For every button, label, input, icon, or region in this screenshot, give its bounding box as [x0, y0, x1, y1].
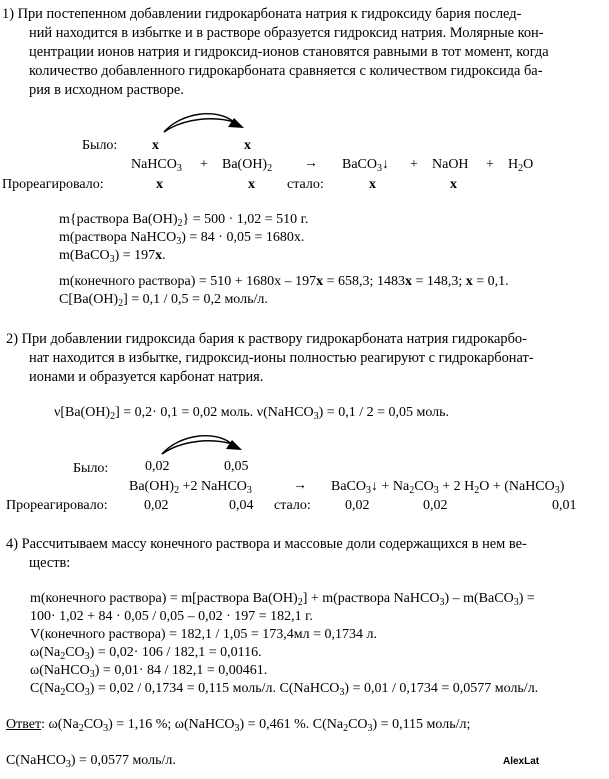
s4-line-2: ществ:: [29, 555, 71, 571]
sub: 2: [409, 485, 415, 496]
sub: 3: [367, 723, 373, 734]
text: ) – m(BaCO: [444, 591, 514, 606]
moles-line: [54, 404, 449, 421]
text: ) = 197: [114, 248, 156, 263]
calc-line-1: [59, 211, 308, 228]
product-text: O: [523, 157, 534, 172]
text: ω(NaHCO: [30, 663, 90, 678]
reagent-baoh2: [222, 156, 272, 173]
text: = 658,3; 1483: [323, 274, 405, 289]
product-baco3: [342, 156, 389, 173]
sub: 2: [474, 485, 480, 496]
text: C(NaHCO: [6, 753, 66, 768]
bylo-label: Было:: [82, 138, 118, 153]
sub: 2: [297, 597, 303, 608]
sub: 3: [109, 254, 115, 265]
bylo-value-2: 0,05: [224, 459, 249, 474]
text: ω(Na: [30, 645, 61, 660]
product-text: O + (NaHCO: [479, 479, 555, 494]
text: = 0,1.: [472, 274, 509, 289]
plus-sign: +: [200, 157, 208, 172]
text: C[Ba(OH): [59, 292, 119, 307]
text: ) = 0,0577 моль/л.: [70, 753, 176, 768]
reaction-reagents-2: [129, 478, 252, 495]
product-text: BaCO: [331, 479, 366, 494]
answer-line-1: [6, 716, 470, 733]
s1-line-2: ний находится в избытке и в растворе образуется гидроксид натрия. Молярные кон-: [29, 25, 544, 41]
sub: 3: [246, 485, 252, 496]
stalo-x-2: x: [450, 177, 457, 192]
s1-line-5: рия в исходном растворе.: [29, 82, 184, 98]
sub: 2: [174, 485, 180, 496]
text: ) = 0,02 / 0,1734 = 0,115 моль/л. C(NaHCO: [89, 681, 340, 696]
sub: 3: [377, 163, 382, 174]
stalo-label: стало:: [274, 498, 311, 513]
sub: 3: [366, 485, 371, 496]
product-naoh: NaOH: [432, 157, 469, 172]
sub: 3: [84, 687, 90, 698]
plus-sign: +: [486, 157, 494, 172]
text: m(конечного раствора) = m[раствора Ba(OH): [30, 591, 298, 606]
stalo-x-1: x: [369, 177, 376, 192]
stalo-value-2: 0,02: [423, 498, 448, 513]
reaction-equation-1: [131, 156, 182, 173]
sub: 3: [84, 651, 90, 662]
text: CO: [348, 717, 368, 732]
text: m{раствора Ba(OH): [59, 212, 178, 227]
sub: 3: [176, 163, 182, 174]
reagent-text: Ba(OH): [129, 479, 175, 494]
answer-label: Ответ: [6, 717, 42, 732]
text: CO: [83, 717, 104, 732]
s2-line-2: нат находится в избытке, гидроксид-ионы полностью реагируют с гидрокарбонат-: [29, 350, 534, 366]
text: ] = 0,2· 0,1 = 0,02 моль. ν(NaHCO: [115, 405, 314, 420]
reacted-value-1: 0,02: [144, 498, 169, 513]
reagent-text: Ba(OH): [222, 157, 268, 172]
stalo-label: стало:: [287, 177, 324, 192]
curved-arrow-icon: [162, 110, 252, 136]
text: ν[Ba(OH): [54, 405, 111, 420]
text: ] + m(раствора NaHCO: [302, 591, 440, 606]
sub: 2: [110, 411, 116, 422]
bold-x: x: [155, 248, 163, 263]
text: ) = 0,115 моль/л;: [372, 717, 471, 732]
sub: 2: [518, 163, 524, 174]
sub: 2: [267, 163, 273, 174]
reacted-label: Прореагировало:: [6, 498, 108, 513]
reaction-products-2: [331, 478, 564, 495]
calc-line-2: [59, 229, 304, 246]
product-text: ↓ + Na: [371, 479, 410, 494]
calc-line-4: [59, 273, 509, 290]
text: CO: [65, 645, 85, 660]
author-signature: AlexLat: [503, 756, 540, 767]
reacted-x-2: x: [248, 177, 255, 192]
reaction-arrow-icon: →: [293, 478, 307, 493]
text: C(Na: [30, 681, 61, 696]
calc-line-3: [59, 247, 166, 264]
sub: 2: [60, 651, 66, 662]
text: ] = 0,1 / 0,5 = 0,2 моль/л.: [123, 292, 268, 307]
bold-x: x: [316, 274, 324, 289]
sub: 3: [433, 485, 439, 496]
bold-x: x: [404, 274, 412, 289]
s1-line-3: центрации ионов натрия и гидроксид-ионов становятся равными в тот момент, когда: [29, 44, 549, 60]
reaction-arrow-icon: →: [304, 156, 318, 171]
stalo-value-1: 0,02: [345, 498, 370, 513]
bylo-label: Было:: [73, 461, 109, 476]
precipitate-arrow-icon: ↓: [382, 157, 389, 172]
bylo-x-2: x: [244, 138, 251, 153]
reacted-value-2: 0,04: [229, 498, 254, 513]
calc-line-5: [59, 291, 268, 308]
calc4-line-4: [30, 644, 262, 661]
product-text: CO: [414, 479, 434, 494]
reacted-label: Прореагировало:: [2, 177, 104, 192]
text: ) = 0,01 / 0,1734 = 0,0577 моль/л.: [344, 681, 539, 696]
calc4-line-2: 100· 1,02 + 84 · 0,05 / 0,05 – 0,02 · 197 = 182,1 г.: [30, 609, 313, 624]
answer-line-2: [6, 752, 176, 769]
sub: 2: [343, 723, 349, 734]
s2-line-1: 2) При добавлении гидроксида бария к раствору гидрокарбоната натрия гидрокарбо-: [6, 331, 527, 347]
calc4-line-1: [30, 590, 535, 607]
text: ) = 1,16 %; ω(NaHCO: [108, 717, 235, 732]
sub: 3: [103, 723, 109, 734]
calc4-line-6: [30, 680, 538, 697]
sub: 3: [65, 759, 71, 770]
s2-line-3: ионами и образуется карбонат натрия.: [29, 369, 264, 385]
sub: 3: [234, 723, 240, 734]
sub: 3: [513, 597, 519, 608]
reagent-nahco3: NaHCO: [131, 157, 177, 172]
stalo-value-3: 0,01: [552, 498, 577, 513]
sub: 3: [313, 411, 319, 422]
sub: 2: [177, 218, 183, 229]
text: ) = 84 · 0,05 = 1680x.: [181, 230, 305, 245]
curved-arrow-icon: [160, 432, 250, 458]
product-h2o: [508, 156, 533, 173]
s1-line-4: количество добавленного гидрокарбоната сравняется с количеством гидроксида ба-: [29, 63, 543, 79]
bold-x: x: [465, 274, 473, 289]
sub: 3: [339, 687, 345, 698]
text: ) = 0,461 %. C(Na: [239, 717, 344, 732]
product-text: BaCO: [342, 157, 377, 172]
reagent-text: +2 NaHCO: [179, 479, 247, 494]
calc4-line-3: V(конечного раствора) = 182,1 / 1,05 = 173,4мл = 0,1734 л.: [30, 627, 377, 642]
text: CO: [65, 681, 85, 696]
s1-line-1: 1) При постепенном добавлении гидрокарбоната натрия к гидроксиду бария послед-: [2, 6, 522, 22]
sub: 3: [554, 485, 560, 496]
sub: 3: [176, 236, 182, 247]
sub: 2: [118, 298, 124, 309]
product-text: ): [559, 479, 565, 494]
text: ) = 0,02· 106 / 182,1 = 0,0116.: [89, 645, 262, 660]
product-text: + 2 H: [438, 479, 475, 494]
text: = 148,3;: [411, 274, 466, 289]
text: ) = 0,01· 84 / 182,1 = 0,00461.: [94, 663, 268, 678]
sub: 2: [60, 687, 66, 698]
text: : ω(Na: [41, 717, 79, 732]
plus-sign: +: [410, 157, 418, 172]
sub: 2: [78, 723, 84, 734]
text: m(раствора NaHCO: [59, 230, 177, 245]
bylo-x-1: x: [152, 138, 159, 153]
product-text: H: [508, 157, 519, 172]
calc4-line-5: [30, 662, 267, 679]
text: .: [162, 248, 166, 263]
sub: 3: [89, 669, 95, 680]
bylo-value-1: 0,02: [145, 459, 170, 474]
text: m(конечного раствора) = 510 + 1680x – 197: [59, 274, 317, 289]
text: ) =: [518, 591, 535, 606]
reacted-x-1: x: [156, 177, 163, 192]
text: m(BaCO: [59, 248, 110, 263]
text: ) = 0,1 / 2 = 0,05 моль.: [318, 405, 450, 420]
sub: 3: [439, 597, 445, 608]
text: } = 500 · 1,02 = 510 г.: [182, 212, 309, 227]
s4-line-1: 4) Рассчитываем массу конечного раствора и массовые доли содержащихся в нем ве-: [6, 536, 527, 552]
